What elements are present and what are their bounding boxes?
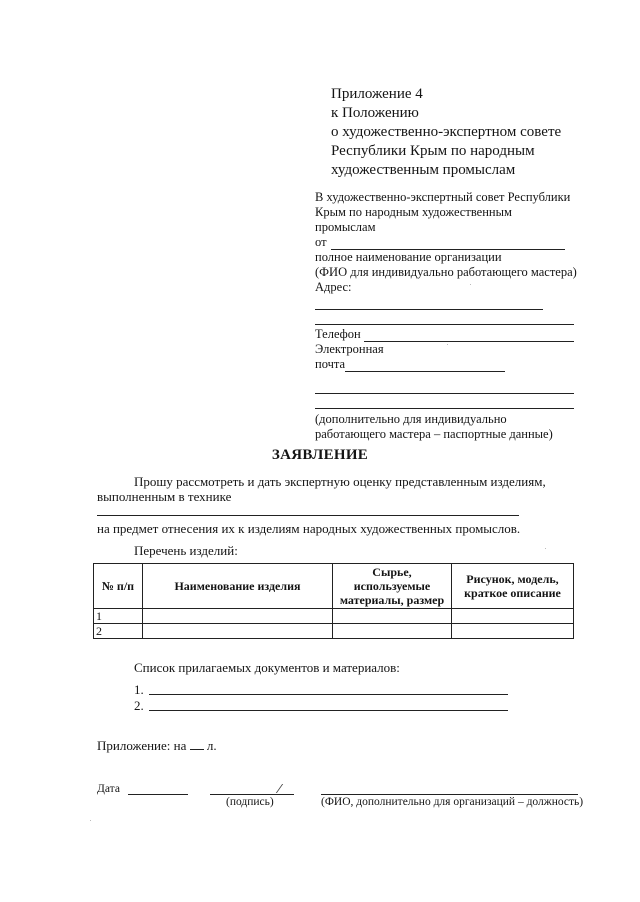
cell-item-name[interactable] [143, 609, 333, 624]
items-table [93, 563, 574, 639]
email-row [315, 357, 585, 372]
scan-speck [470, 284, 471, 285]
fio-field[interactable] [321, 794, 578, 795]
technique-field[interactable] [97, 515, 519, 516]
header-description: Рисунок, модель, краткое описание [452, 564, 574, 609]
address-line-1[interactable] [315, 295, 585, 310]
header-number: № п/п [94, 564, 143, 609]
cell-description[interactable] [452, 609, 574, 624]
fio-note: (ФИО для индивидуально работающего мастера) [315, 265, 577, 279]
email-field[interactable] [345, 359, 505, 372]
passport-line-2[interactable] [315, 394, 585, 409]
cell-description[interactable] [452, 624, 574, 639]
header-materials: Сырье, используемые материалы, размер [333, 564, 452, 609]
passport-note-1: (дополнительно для индивидуально [315, 412, 507, 426]
addressee-block [315, 190, 585, 442]
phone-row [315, 327, 585, 342]
signature-field[interactable] [210, 794, 294, 795]
documents-label: Список прилагаемых документов и материалов: [134, 660, 400, 675]
document-item-number: 2. [134, 698, 144, 713]
appendix-line: Республики Крым по народным [331, 143, 535, 159]
request-line-3: на предмет отнесения их к изделиям народных художественных промыслов. [97, 521, 521, 536]
addressee-line: Крым по народным художественным [315, 205, 512, 219]
cell-number: 1 [94, 609, 143, 624]
phone-field[interactable] [364, 329, 574, 342]
request-line-1: Прошу рассмотреть и дать экспертную оценку представленным изделиям, [134, 474, 546, 489]
table-header-row [94, 564, 574, 609]
fio-caption: (ФИО, дополнительно для организаций – должность) [321, 796, 584, 808]
document-item-field-1[interactable] [149, 694, 508, 695]
signature-caption: (подпись) [226, 796, 274, 808]
appendix-header [331, 85, 561, 180]
cell-item-name[interactable] [143, 624, 333, 639]
email-label-1: Электронная [315, 342, 384, 356]
address-line-2[interactable] [315, 310, 585, 325]
document-title: ЗАЯВЛЕНИЕ [271, 447, 369, 463]
scan-speck [90, 820, 91, 821]
passport-line-1[interactable] [315, 372, 585, 394]
date-field[interactable] [128, 794, 188, 795]
document-item-number: 1. [134, 682, 144, 697]
passport-note-2: работающего мастера – паспортные данные) [315, 427, 553, 441]
table-row [94, 609, 574, 624]
addressee-line: промыслам [315, 220, 376, 234]
phone-label: Телефон [315, 327, 361, 341]
from-row [315, 235, 585, 250]
table-row [94, 624, 574, 639]
attachment-prefix: Приложение: на [97, 738, 187, 753]
email-label-2: почта [315, 357, 346, 371]
cell-number: 2 [94, 624, 143, 639]
document-item-field-2[interactable] [149, 710, 508, 711]
from-field[interactable] [331, 237, 565, 250]
appendix-line: к Положению [331, 105, 419, 121]
attachment-row [97, 737, 217, 754]
appendix-line: о художественно-экспертном совете [331, 124, 562, 140]
date-label: Дата [97, 783, 120, 795]
signature-mark [267, 784, 283, 793]
attachment-pages-field[interactable] [190, 738, 204, 750]
scan-speck [545, 548, 546, 549]
appendix-line: художественным промыслам [331, 162, 516, 178]
cell-materials[interactable] [333, 609, 452, 624]
org-note: полное наименование организации [315, 250, 502, 264]
request-line-2: выполненным в технике [97, 489, 232, 504]
address-label: Адрес: [315, 280, 352, 294]
addressee-line: В художественно-экспертный совет Республики [315, 190, 571, 204]
scan-speck [447, 344, 448, 345]
attachment-suffix: л. [206, 738, 217, 753]
from-label: от [315, 235, 327, 249]
cell-materials[interactable] [333, 624, 452, 639]
list-label: Перечень изделий: [134, 543, 238, 558]
appendix-line: Приложение 4 [331, 86, 423, 102]
header-item-name: Наименование изделия [143, 564, 333, 609]
